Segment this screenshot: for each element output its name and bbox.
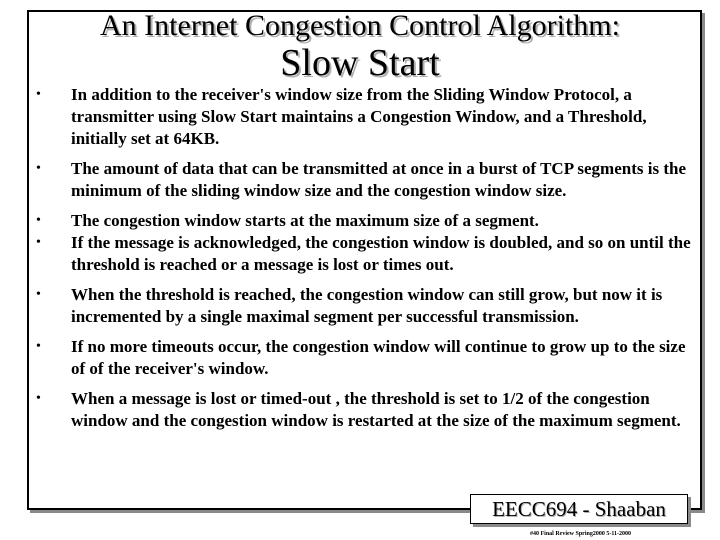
bullet-item: [36, 284, 696, 328]
bullet-text: If the message is acknowledged, the congestion window is doubled, and so on until the threshold is reached or a message is lost or times out.: [71, 233, 691, 274]
bullet-item: [36, 158, 696, 202]
bullet-icon: •: [36, 161, 41, 176]
slide-title-line2: Slow Start: [280, 42, 440, 84]
bullet-text: In addition to the receiver's window size from the Sliding Window Protocol, a transmitter using Slow Start maintains a Congestion Window, and a Threshold, initially set at 64KB.: [71, 85, 647, 148]
footer-text: #40 Final Review Spring2000 5-11-2000: [530, 531, 632, 537]
bullet-item: [36, 232, 696, 276]
bullet-icon: •: [36, 87, 41, 102]
bullet-icon: •: [36, 391, 41, 406]
bullet-item: [36, 388, 696, 432]
bullet-text: The amount of data that can be transmitted at once in a burst of TCP segments is the minimum of the sliding window size and the congestion window size.: [71, 159, 686, 200]
bullet-text: If no more timeouts occur, the congestion window will continue to grow up to the size of of the receiver's window.: [71, 337, 686, 378]
bullet-text: When a message is lost or timed-out , the threshold is set to 1/2 of the congestion window and the congestion window is restarted at the size of the maximum segment.: [71, 389, 681, 430]
bullet-text: When the threshold is reached, the congestion window can still grow, but now it is incremented by a single maximal segment per successful transmission.: [71, 285, 663, 326]
bullet-text: The congestion window starts at the maximum size of a segment.: [71, 211, 539, 230]
slide-title-line1: An Internet Congestion Control Algorithm:: [100, 9, 620, 42]
bullet-item: [36, 336, 696, 380]
bullet-icon: •: [36, 235, 41, 250]
course-badge: EECC694 - Shaaban: [470, 494, 688, 524]
bullet-icon: •: [36, 339, 41, 354]
bullet-icon: •: [36, 287, 41, 302]
bullet-item: [36, 210, 696, 232]
bullet-icon: •: [36, 213, 41, 228]
bullet-list: [36, 84, 696, 440]
bullet-item: [36, 84, 696, 150]
